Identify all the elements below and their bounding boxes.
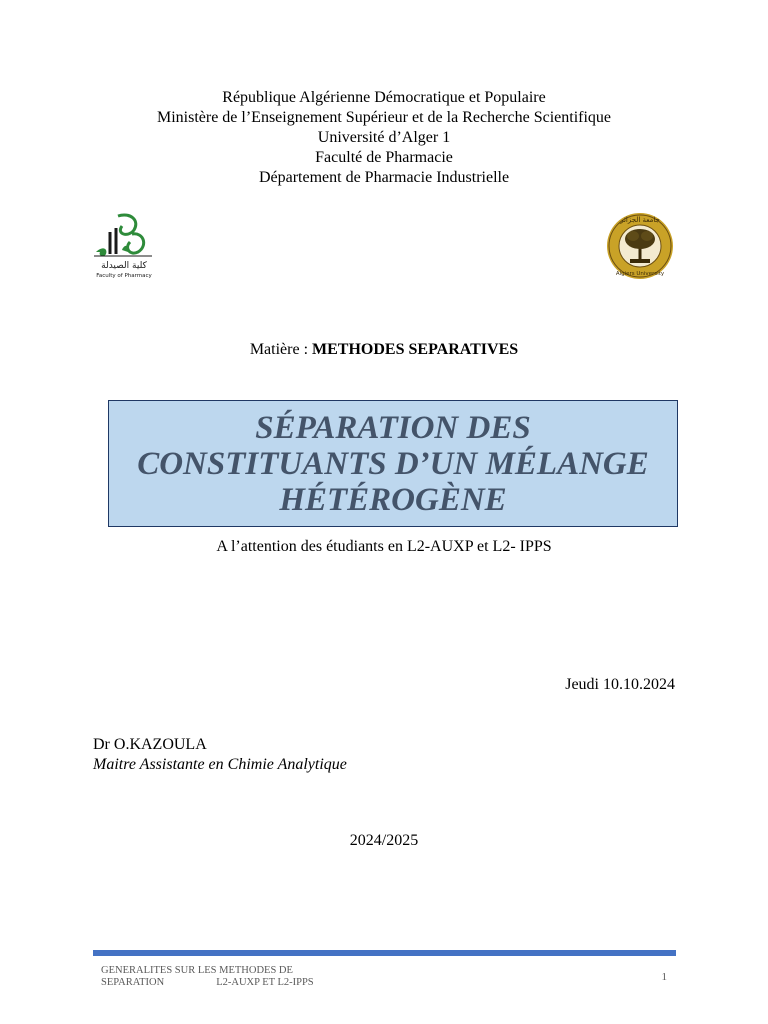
footer-divider (93, 950, 676, 956)
audience-note: A l’attention des étudiants en L2-AUXP et L2- IPPS (216, 538, 552, 555)
header-line-faculty: Faculté de Pharmacie (315, 149, 453, 166)
title-line-3: HÉTÉROGÈNE (279, 481, 507, 518)
algiers-university-seal (600, 211, 680, 281)
author-block (93, 735, 347, 775)
academic-year: 2024/2025 (349, 832, 419, 849)
faculty-of-pharmacy-logo (88, 210, 160, 282)
lecture-date: Jeudi 10.10.2024 (565, 676, 675, 693)
right-logo-english: Algiers University (615, 271, 665, 277)
subject-line (0, 341, 768, 359)
subject-value: METHODES SEPARATIVES (312, 341, 519, 358)
footer-caption (101, 965, 314, 989)
header-line-university: Université d’Alger 1 (317, 129, 451, 146)
left-logo-arabic: كلية الصيدلة (101, 261, 147, 271)
footer-line-2-left: SEPARATION (101, 977, 165, 988)
header-line-republic: République Algérienne Démocratique et Populaire (222, 89, 546, 106)
author-name: Dr O.KAZOULA (93, 736, 207, 753)
header-line-department: Département de Pharmacie Industrielle (258, 169, 510, 186)
document-title (137, 410, 649, 518)
title-line-2: CONSTITUANTS D’UN MÉLANGE (137, 445, 649, 482)
right-logo-arabic: جامعة الجزائر (620, 216, 660, 224)
title-line-1: SÉPARATION DES (255, 409, 531, 446)
subject-label: Matière : (249, 341, 313, 358)
author-role: Maitre Assistante en Chimie Analytique (93, 756, 347, 773)
left-logo-english: Faculty of Pharmacy (96, 273, 152, 279)
document-title-box (108, 400, 678, 527)
institution-header (0, 88, 768, 188)
footer-line-2-right: L2-AUXP ET L2-IPPS (216, 977, 314, 988)
footer-line-1: GENERALITES SUR LES METHODES DE (101, 965, 293, 976)
header-line-ministry: Ministère de l’Enseignement Supérieur et de la Recherche Scientifique (156, 109, 612, 126)
page-number: 1 (661, 971, 667, 983)
